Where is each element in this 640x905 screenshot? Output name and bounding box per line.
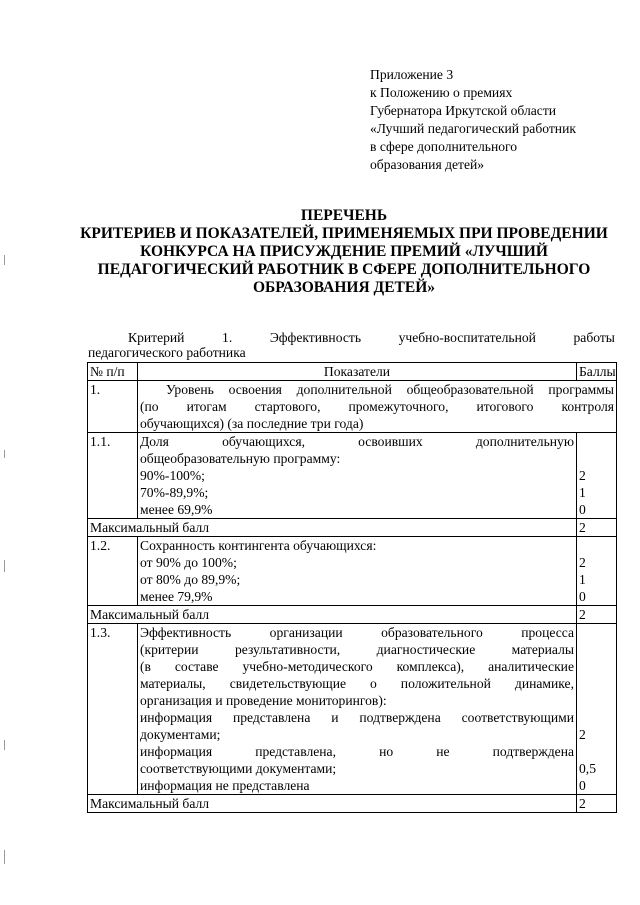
table-row (88, 433, 617, 519)
scan-margin-mark (4, 850, 5, 864)
criterion-heading-cont: педагогического работника (88, 345, 246, 360)
criteria-table (87, 362, 617, 813)
max-score-row (88, 606, 617, 624)
max-score-label: Максимальный балл (88, 519, 577, 537)
header-indicators: Показатели (138, 363, 577, 381)
criterion-word: работы (573, 330, 615, 345)
scan-margin-mark (4, 740, 5, 750)
row-text: Уровень освоения дополнительной общеобразовательной программы (по итогам стартового, промежуточного, итогового контроля обучающихся) (за последние три года) (138, 381, 617, 433)
scan-margin-mark (4, 450, 5, 458)
document-title (70, 207, 618, 297)
appendix-line: в сфере дополнительного (370, 139, 518, 154)
header-points: Баллы (577, 363, 617, 381)
max-score-value: 2 (577, 795, 617, 813)
row-points: 2 1 0 (577, 433, 617, 519)
criterion-word: Эффективность (269, 330, 362, 345)
max-score-label: Максимальный балл (88, 606, 577, 624)
appendix-line: Губернатора Иркутской области (370, 103, 557, 118)
row-text: Доля обучающихся, освоивших дополнительную общеобразовательную программу: 90%-100%; 70%-89,9%; менее 69,9% (138, 433, 577, 519)
title-line: ПЕРЕЧЕНЬ (300, 207, 388, 224)
appendix-line: к Положению о премиях (370, 85, 513, 100)
row-text: Сохранность контингента обучающихся: от 90% до 100%; от 80% до 89,9%; менее 79,9% (138, 537, 577, 606)
criterion-word: учебно-воспитательной (398, 330, 536, 345)
row-number: 1. (88, 381, 138, 433)
title-line: ОБРАЗОВАНИЯ ДЕТЕЙ» (252, 279, 436, 296)
appendix-block (370, 66, 576, 174)
appendix-line: Приложение 3 (370, 67, 454, 82)
max-score-value: 2 (577, 606, 617, 624)
appendix-line: «Лучший педагогический работник (370, 121, 576, 136)
row-number: 1.1. (88, 433, 138, 519)
title-line: ПЕДАГОГИЧЕСКИЙ РАБОТНИК В СФЕРЕ ДОПОЛНИТЕЛЬНОГО (97, 261, 591, 278)
row-points: 2 1 0 (577, 537, 617, 606)
max-score-value: 2 (577, 519, 617, 537)
title-line: КРИТЕРИЕВ И ПОКАЗАТЕЛЕЙ, ПРИМЕНЯЕМЫХ ПРИ ПРОВЕДЕНИИ (80, 225, 608, 242)
row-points: 2 0,5 0 (577, 624, 617, 795)
table-row (88, 624, 617, 795)
row-number: 1.3. (88, 624, 138, 795)
max-score-row (88, 795, 617, 813)
criterion-heading (128, 330, 615, 346)
max-score-row (88, 519, 617, 537)
appendix-line: образования детей» (370, 157, 485, 172)
row-text: Эффективность организации образовательного процесса (критерии результативности, диагностические материалы (в составе учебно-методического комплекса), аналитические материалы, свидетельствующие о положительной динамике, организация и проведение мониторингов): информация представлена и подтверждена соответствующими документами; информация представлена, но не подтверждена соответствующими документами; информация не представлена (138, 624, 577, 795)
row-number: 1.2. (88, 537, 138, 606)
table-header-row (88, 363, 617, 381)
table-row (88, 537, 617, 606)
criterion-word: Критерий (128, 330, 185, 345)
scan-margin-mark (4, 560, 5, 572)
max-score-label: Максимальный балл (88, 795, 577, 813)
title-line: КОНКУРСА НА ПРИСУЖДЕНИЕ ПРЕМИЙ «ЛУЧШИЙ (140, 243, 548, 260)
criterion-number: 1. (222, 330, 233, 345)
header-num: № п/п (88, 363, 138, 381)
table-row (88, 381, 617, 433)
scan-margin-mark (4, 255, 5, 265)
